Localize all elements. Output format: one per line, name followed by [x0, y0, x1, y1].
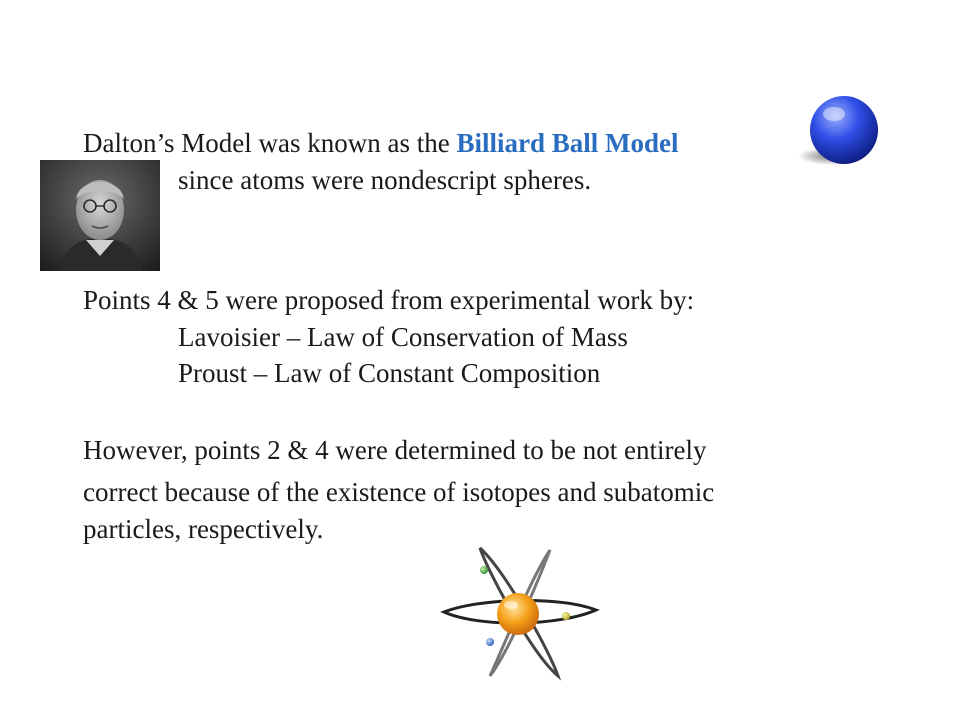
intro-line — [83, 127, 678, 159]
points-heading: Points 4 & 5 were proposed from experimental work by: — [83, 285, 695, 315]
contributor-proust: Proust – Law of Constant Composition — [178, 358, 601, 388]
billiard-ball-model-highlight: Billiard Ball Model — [456, 128, 679, 158]
portrait-image — [40, 160, 160, 271]
contributor-lavoisier: Lavoisier – Law of Conservation of Mass — [178, 322, 628, 352]
atom-model-icon — [440, 542, 600, 682]
electron-blue — [486, 638, 494, 646]
intro-prefix: Dalton’s Model was known as the — [83, 128, 457, 158]
intro-continuation: since atoms were nondescript spheres. — [178, 165, 592, 195]
electron-yellow — [562, 612, 570, 620]
however-line-1: However, points 2 & 4 were determined to be not entirely — [83, 435, 707, 465]
however-line-2: correct because of the existence of isotopes and subatomic — [83, 477, 715, 507]
billiard-ball-sphere-icon — [790, 88, 890, 180]
electron-green — [480, 566, 488, 574]
however-line-3: particles, respectively. — [83, 514, 324, 544]
